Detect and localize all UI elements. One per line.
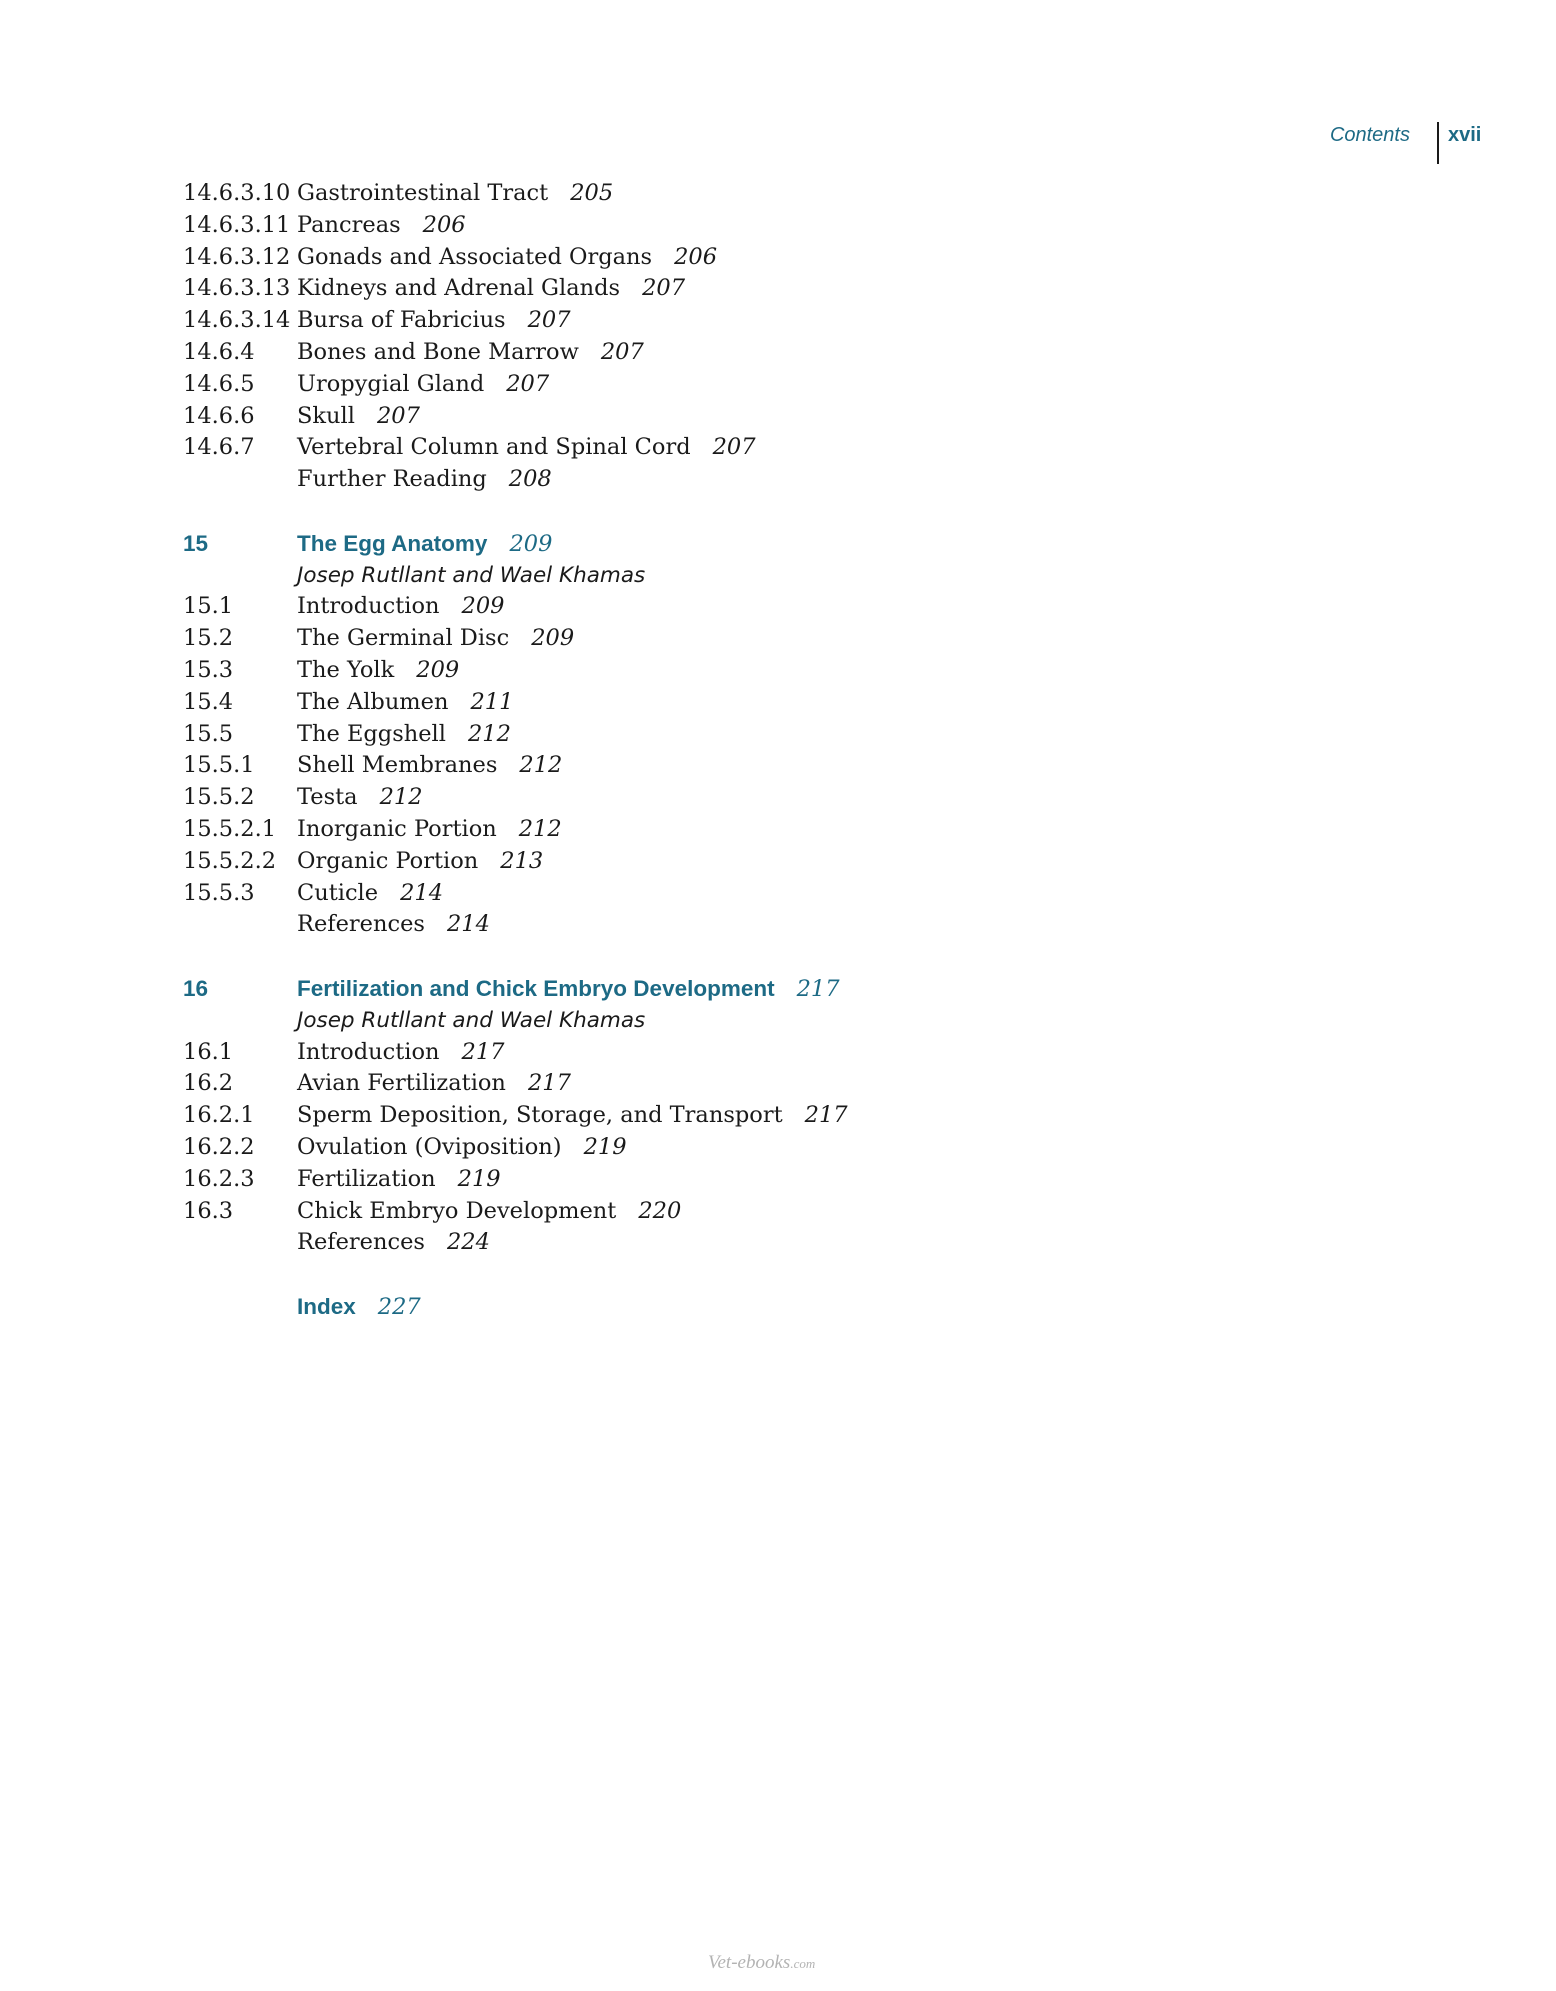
- toc-entry-number: 14.6.7: [183, 434, 255, 461]
- toc-entry-title: Ovulation (Oviposition): [297, 1133, 562, 1160]
- toc-entry-number: 15.5.1: [183, 752, 255, 779]
- toc-entry-title: The Eggshell: [297, 720, 446, 747]
- toc-entry-number: 15.5.2: [183, 784, 255, 811]
- toc-entry-number: 15.3: [183, 656, 234, 683]
- toc-entry-page: 212: [519, 752, 563, 779]
- toc-entry[interactable]: [183, 909, 1183, 941]
- toc-entry-number: 14.6.5: [183, 370, 255, 397]
- running-head: [1300, 122, 1482, 166]
- toc-entry-number: 14.6.3.13: [183, 275, 291, 302]
- toc-entry-page: 219: [583, 1133, 627, 1160]
- chapter-heading[interactable]: [183, 973, 1183, 1005]
- toc-entry-page: 207: [376, 402, 420, 429]
- toc-entry-page: 213: [500, 847, 544, 874]
- toc-entry-title: Chick Embryo Development: [297, 1197, 617, 1224]
- chapter-authors: [183, 1005, 1183, 1037]
- toc-entry-number: 16.2.2: [183, 1133, 255, 1160]
- toc-entry-page: 211: [470, 688, 514, 715]
- toc-entry[interactable]: [183, 878, 1183, 910]
- index-page: 227: [377, 1293, 421, 1320]
- chapter-number: 16: [183, 975, 209, 1001]
- toc-entry[interactable]: [183, 814, 1183, 846]
- toc-entry-title: The Albumen: [297, 688, 449, 715]
- toc-entry-page: 205: [570, 180, 614, 206]
- toc-entry-page: 207: [506, 370, 550, 397]
- toc-entry-page: 217: [461, 1038, 505, 1065]
- toc-entry-title: Fertilization: [297, 1165, 436, 1192]
- toc-entry-page: 207: [642, 275, 686, 302]
- toc-entry-page: 219: [457, 1165, 501, 1192]
- toc-entry-title: The Yolk: [297, 656, 395, 683]
- chapter-authors: [183, 560, 1183, 592]
- toc-entry-page: 220: [638, 1197, 682, 1224]
- toc-entry-number: 16.1: [183, 1038, 234, 1065]
- index-title: Index: [297, 1293, 356, 1319]
- toc-entry[interactable]: [183, 1164, 1183, 1196]
- toc-entry-page: 214: [400, 879, 444, 906]
- toc-entry-title: Vertebral Column and Spinal Cord: [297, 434, 691, 461]
- toc-entry-title: Kidneys and Adrenal Glands: [297, 275, 621, 302]
- toc-entry[interactable]: [183, 337, 1183, 369]
- toc-entry[interactable]: [183, 750, 1183, 782]
- running-head-divider: [1437, 122, 1439, 164]
- toc-entry-number: 16.2.3: [183, 1165, 255, 1192]
- toc-entry[interactable]: [183, 1132, 1183, 1164]
- toc-entry-number: 15.5.2.1: [183, 815, 277, 842]
- toc-entry-number: 14.6.3.12: [183, 243, 291, 270]
- watermark-text: Vet-ebooks: [708, 1952, 791, 1973]
- toc-entry-title: Introduction: [297, 593, 440, 620]
- toc-entry-title: Shell Membranes: [297, 752, 498, 779]
- toc-entry-title: Gonads and Associated Organs: [297, 243, 653, 270]
- table-of-contents: [183, 178, 1183, 1323]
- toc-entry-number: 14.6.3.14: [183, 307, 291, 334]
- toc-entry[interactable]: [183, 369, 1183, 401]
- toc-entry-title: The Germinal Disc: [297, 625, 510, 652]
- toc-entry-page: 207: [712, 434, 756, 461]
- section-spacer: [183, 1259, 1183, 1291]
- toc-entry[interactable]: [183, 687, 1183, 719]
- toc-entry-number: 14.6.4: [183, 338, 255, 365]
- toc-entry-page: 208: [508, 466, 552, 493]
- toc-entry[interactable]: [183, 210, 1183, 242]
- toc-entry-number: 16.3: [183, 1197, 234, 1224]
- toc-entry-page: 212: [467, 720, 511, 747]
- toc-entry[interactable]: [183, 591, 1183, 623]
- toc-entry[interactable]: [183, 719, 1183, 751]
- toc-entry[interactable]: [183, 178, 1183, 210]
- section-spacer: [183, 496, 1183, 528]
- toc-entry-page: 209: [531, 625, 575, 652]
- chapter-title: The Egg Anatomy: [297, 530, 488, 556]
- page-number: xvii: [1448, 124, 1482, 146]
- toc-entry-number: 14.6.3.10: [183, 180, 291, 206]
- toc-entry-page: 212: [518, 815, 562, 842]
- toc-entry-title: Bursa of Fabricius: [297, 307, 506, 334]
- toc-entry[interactable]: [183, 623, 1183, 655]
- toc-entry-title: References: [297, 1229, 425, 1256]
- toc-entry-number: 15.5.2.2: [183, 847, 277, 874]
- toc-entry-page: 209: [416, 656, 460, 683]
- toc-entry-number: 15.5.3: [183, 879, 255, 906]
- toc-entry[interactable]: [183, 305, 1183, 337]
- chapter-number: 15: [183, 530, 209, 556]
- toc-entry-page: 207: [600, 338, 644, 365]
- index-entry[interactable]: [183, 1291, 1183, 1323]
- toc-entry[interactable]: [183, 1068, 1183, 1100]
- toc-entry-title: Avian Fertilization: [297, 1070, 506, 1097]
- toc-entry-title: Skull: [297, 402, 355, 429]
- running-head-section: Contents: [1329, 124, 1410, 146]
- toc-entry[interactable]: [183, 242, 1183, 274]
- toc-entry-page: 214: [446, 911, 490, 938]
- toc-entry[interactable]: [183, 1227, 1183, 1259]
- toc-entry[interactable]: [183, 655, 1183, 687]
- toc-entry[interactable]: [183, 273, 1183, 305]
- section-spacer: [183, 941, 1183, 973]
- chapter-authors-text: Josep Rutllant and Wael Khamas: [297, 562, 646, 588]
- toc-entry-title: Organic Portion: [297, 847, 479, 874]
- chapter-heading[interactable]: [183, 528, 1183, 560]
- toc-entry-title: Further Reading: [297, 466, 487, 493]
- toc-entry-page: 217: [804, 1102, 848, 1129]
- toc-entry-page: 224: [446, 1229, 490, 1256]
- chapter-page: 209: [509, 530, 553, 557]
- toc-entry-number: 15.2: [183, 625, 234, 652]
- toc-entry-title: Bones and Bone Marrow: [297, 338, 579, 365]
- toc-entry-page: 206: [422, 211, 466, 238]
- toc-entry-number: 15.5: [183, 720, 234, 747]
- toc-entry-title: Sperm Deposition, Storage, and Transport: [297, 1102, 783, 1129]
- toc-entry-number: 16.2: [183, 1070, 234, 1097]
- toc-entry-number: 15.1: [183, 593, 234, 620]
- toc-entry[interactable]: [183, 846, 1183, 878]
- chapter-authors-text: Josep Rutllant and Wael Khamas: [297, 1007, 646, 1033]
- watermark-suffix: .com: [790, 1956, 816, 1971]
- chapter-title: Fertilization and Chick Embryo Development: [297, 975, 775, 1001]
- toc-entry-title: Testa: [297, 784, 358, 811]
- toc-entry-number: 15.4: [183, 688, 234, 715]
- toc-entry-number: 14.6.6: [183, 402, 255, 429]
- toc-entry-title: Cuticle: [297, 879, 379, 906]
- toc-entry-number: 14.6.3.11: [183, 211, 291, 238]
- toc-entry-page: 217: [527, 1070, 571, 1097]
- toc-entry-title: References: [297, 911, 425, 938]
- toc-entry[interactable]: [183, 782, 1183, 814]
- watermark-logo: [708, 1952, 815, 1974]
- toc-entry-title: Pancreas: [297, 211, 401, 238]
- toc-entry[interactable]: [183, 401, 1183, 433]
- toc-entry[interactable]: [183, 464, 1183, 496]
- toc-entry-number: 16.2.1: [183, 1102, 255, 1129]
- toc-entry-title: Gastrointestinal Tract: [297, 180, 549, 206]
- toc-entry[interactable]: [183, 1100, 1183, 1132]
- toc-entry-page: 209: [461, 593, 505, 620]
- toc-entry[interactable]: [183, 432, 1183, 464]
- toc-entry-page: 206: [674, 243, 718, 270]
- toc-entry[interactable]: [183, 1196, 1183, 1228]
- toc-entry[interactable]: [183, 1037, 1183, 1069]
- toc-entry-page: 207: [527, 307, 571, 334]
- chapter-page: 217: [796, 975, 840, 1002]
- toc-entry-title: Uropygial Gland: [297, 370, 485, 397]
- toc-entry-title: Introduction: [297, 1038, 440, 1065]
- toc-entry-title: Inorganic Portion: [297, 815, 497, 842]
- toc-entry-page: 212: [379, 784, 423, 811]
